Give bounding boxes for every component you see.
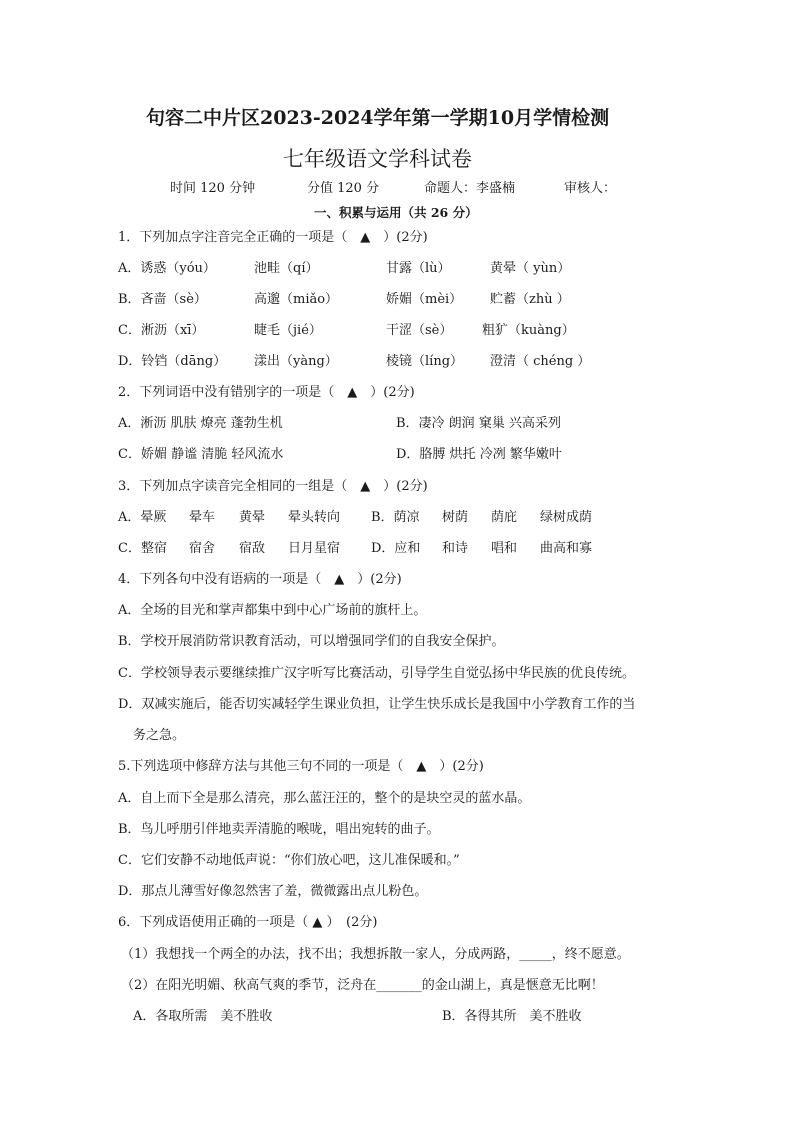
exam-setter: 命题人：李盛楠 xyxy=(424,181,516,196)
q6-sentence-1: （1）我想找一个两全的办法，找不出；我想拆散一家人，分成两路，_____，终不愿意。 xyxy=(121,947,630,962)
q1-a-3: 甘露（lù） xyxy=(386,261,451,276)
q5-option-a: A．自上而下全是那么清亮，那么蓝汪汪的，整个的是块空灵的蓝水晶。 xyxy=(118,791,531,806)
question-4-stem: 4．下列各句中没有语病的一项是（ ▲ ）(2分) xyxy=(118,572,402,587)
q3-r2-7: 唱和 xyxy=(491,541,518,556)
q6-option-a: A．各取所需 美不胜收 xyxy=(133,1009,273,1024)
q4-option-c: C．学校领导表示要继续推广汉字听写比赛活动，引导学生自觉弘扬中华民族的优良传统。 xyxy=(118,666,635,681)
q3-r2-4: 日月星宿 xyxy=(288,541,341,556)
q1-c-4: 粗犷（kuàng） xyxy=(482,323,575,338)
q2-option-b: B．凄冷 朗润 窠巢 兴高采列 xyxy=(396,416,561,431)
q4-option-b: B．学校开展消防常识教育活动，可以增强同学们的自我安全保护。 xyxy=(118,634,505,649)
q6-sentence-2: （2）在阳光明媚、秋高气爽的季节，泛舟在_______的金山湖上，真是惬意无比啊！ xyxy=(121,978,604,993)
q3-r2-1: C．整宿 xyxy=(118,541,167,556)
q1-b-3: 娇媚（mèi） xyxy=(386,292,463,307)
exam-reviewer: 审核人： xyxy=(564,181,617,196)
q3-r1-2: 晕车 xyxy=(189,510,216,525)
q4-option-d-line1: D．双减实施后，能否切实减轻学生课业负担，让学生快乐成长是我国中小学教育工作的当 xyxy=(118,697,636,712)
q3-r2-6: 和诗 xyxy=(442,541,469,556)
q1-d-1: D．铃铛（dāng） xyxy=(118,354,227,369)
q2-option-d: D．胳膊 烘托 冷冽 繁华嫩叶 xyxy=(396,447,562,462)
q1-d-2: 漾出（yàng） xyxy=(254,354,338,369)
q1-c-3: 干涩（sè） xyxy=(386,323,453,338)
q2-option-a: A．淅沥 肌肤 燎亮 蓬勃生机 xyxy=(118,416,283,431)
exam-title: 句容二中片区2023-2024学年第一学期10月学情检测 xyxy=(146,107,610,129)
question-2-stem: 2．下列词语中没有错别字的一项是（ ▲ ）(2分) xyxy=(118,385,415,400)
question-5-stem: 5.下列选项中修辞方法与其他三句不同的一项是（ ▲ ）(2分) xyxy=(118,759,484,774)
q1-a-2: 池畦（qí） xyxy=(254,261,319,276)
exam-time: 时间 120 分钟 xyxy=(170,181,256,196)
q1-c-2: 睫毛（jié） xyxy=(254,323,322,338)
q3-r2-5: D．应和 xyxy=(371,541,421,556)
q6-option-b: B．各得其所 美不胜收 xyxy=(442,1009,582,1024)
q1-d-4: 澄清（ chéng ） xyxy=(490,354,591,369)
q3-r2-3: 宿敌 xyxy=(239,541,266,556)
question-1-stem: 1．下列加点字注音完全正确的一项是（ ▲ ）(2分) xyxy=(118,230,428,245)
q3-r1-6: 树荫 xyxy=(442,510,469,525)
q1-b-4: 贮蓄（zhù ） xyxy=(490,292,570,307)
q3-r2-8: 曲高和寡 xyxy=(540,541,593,556)
exam-subtitle: 七年级语文学科试卷 xyxy=(283,147,472,171)
q1-a-4: 黄晕（ yùn） xyxy=(490,261,571,276)
q4-option-a: A．全场的目光和掌声都集中到中心广场前的旗杆上。 xyxy=(118,603,427,618)
q5-option-c: C．它们安静不动地低声说：“你们放心吧，这儿准保暖和。” xyxy=(118,853,460,868)
question-3-stem: 3．下列加点字读音完全相同的一组是（ ▲ ）(2分) xyxy=(118,479,428,494)
exam-score: 分值 120 分 xyxy=(307,181,380,196)
question-6-stem: 6．下列成语使用正确的一项是（ ▲ ） (2分) xyxy=(118,915,378,930)
q3-r1-1: A．晕厥 xyxy=(118,510,167,525)
q1-b-1: B．吝啬（sè） xyxy=(118,292,207,307)
q2-option-c: C．娇媚 静谧 清脆 轻风流水 xyxy=(118,447,284,462)
q3-r1-8: 绿树成荫 xyxy=(540,510,593,525)
q3-r1-3: 黄晕 xyxy=(239,510,266,525)
section-heading: 一、积累与运用（共 26 分） xyxy=(314,205,478,220)
q1-d-3: 棱镜（líng） xyxy=(386,354,464,369)
q5-option-b: B．鸟儿呼朋引伴地卖弄清脆的喉咙，唱出宛转的曲子。 xyxy=(118,822,440,837)
q1-c-1: C．淅沥（xī） xyxy=(118,323,205,338)
q4-option-d-line2: 务之急。 xyxy=(133,728,186,743)
q1-a-1: A．诱惑（yóu） xyxy=(118,261,216,276)
q1-b-2: 高邈（miǎo） xyxy=(254,292,339,307)
q3-r2-2: 宿舍 xyxy=(189,541,216,556)
q3-r1-4: 晕头转向 xyxy=(288,510,341,525)
q3-r1-7: 荫庇 xyxy=(491,510,518,525)
q3-r1-5: B．荫凉 xyxy=(371,510,420,525)
q5-option-d: D．那点儿薄雪好像忽然害了羞，微微露出点儿粉色。 xyxy=(118,884,428,899)
